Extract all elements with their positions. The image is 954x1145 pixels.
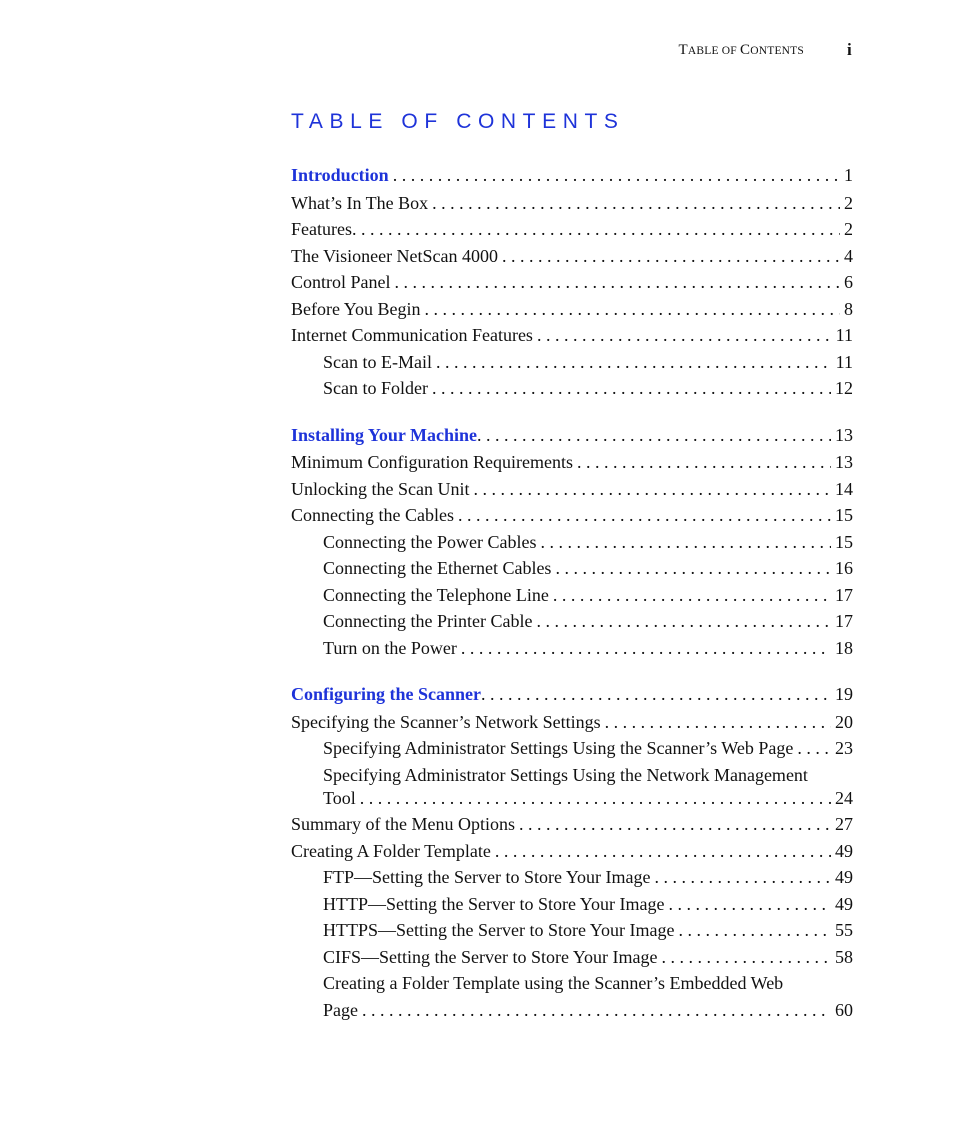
toc-entry-label: CIFS—Setting the Server to Store Your Image: [323, 947, 658, 967]
toc-entry-label: Minimum Configuration Requirements: [291, 452, 573, 472]
toc-entry-label: Control Panel: [291, 272, 391, 292]
toc-section-installing[interactable]: [291, 424, 853, 446]
toc-subentry[interactable]: [323, 557, 853, 579]
dot-leader: [536, 610, 831, 632]
dot-leader: [537, 324, 832, 346]
toc-section-configuring[interactable]: [291, 683, 853, 705]
dot-leader: [668, 893, 831, 915]
toc-entry-label: Introduction: [291, 165, 389, 185]
toc-page-number: 15: [835, 532, 853, 552]
toc-entry[interactable]: [291, 504, 853, 526]
dot-leader: [662, 946, 832, 968]
toc-entry-label: Specifying Administrator Settings Using the Scanner’s Web Page: [323, 738, 794, 758]
toc-entry-label: Specifying the Scanner’s Network Settings: [291, 712, 601, 732]
page-number: i: [847, 40, 852, 59]
toc-entry-label: Creating A Folder Template: [291, 841, 491, 861]
toc-entry-label: Connecting the Telephone Line: [323, 585, 549, 605]
toc-entry-label: Page: [323, 1000, 358, 1020]
running-head-text: ABLE OF: [687, 45, 740, 57]
toc-page-number: 19: [835, 684, 853, 704]
toc-page-number: 49: [835, 841, 853, 861]
dot-leader: [519, 813, 831, 835]
toc-entry-label: Features: [291, 219, 352, 239]
dot-leader: [555, 557, 831, 579]
toc-entry-label: Turn on the Power: [323, 638, 457, 658]
dot-leader: [432, 192, 840, 214]
toc-page-number: 14: [835, 479, 853, 499]
toc-page-number: 4: [844, 246, 853, 266]
toc-entry[interactable]: [291, 478, 853, 500]
toc-page-number: 16: [835, 558, 853, 578]
toc-page-number: 11: [835, 352, 853, 372]
toc-entry-label: Internet Communication Features: [291, 325, 533, 345]
dot-leader: [461, 637, 831, 659]
toc-entry-label: Tool: [323, 788, 356, 808]
toc-subentry[interactable]: [323, 351, 853, 373]
toc-page-number: 18: [835, 638, 853, 658]
toc-entry-label: What’s In The Box: [291, 193, 429, 213]
toc-entry-label: Scan to E-Mail: [323, 352, 432, 372]
dot-leader: [393, 164, 840, 186]
toc-page-number: 27: [835, 814, 853, 834]
toc-entry-label: FTP—Setting the Server to Store Your Image: [323, 867, 651, 887]
dot-leader: [473, 478, 831, 500]
toc-page-number: 8: [844, 299, 853, 319]
toc-page-number: 55: [835, 920, 853, 940]
toc-page-number: 13: [835, 452, 853, 472]
toc-subentry-line1[interactable]: Specifying Administrator Settings Using the Network Management: [323, 765, 808, 785]
dot-leader: [553, 584, 831, 606]
toc-entry-label: The Visioneer NetScan 4000: [291, 246, 499, 266]
toc-entry[interactable]: [291, 271, 853, 293]
toc-subentry[interactable]: [323, 946, 853, 968]
toc-subentry[interactable]: [323, 999, 853, 1021]
dot-leader: [360, 787, 831, 809]
dot-leader: [495, 840, 831, 862]
dot-leader: [654, 866, 831, 888]
toc-entry[interactable]: [291, 813, 853, 835]
toc-entry-label: HTTP—Setting the Server to Store Your Image: [323, 894, 665, 914]
toc-page-number: 13: [835, 425, 853, 445]
toc-entry-label: Installing Your Machine: [291, 425, 478, 445]
dot-leader: [678, 919, 831, 941]
toc-page-number: 20: [835, 712, 853, 732]
dot-leader: [432, 377, 831, 399]
toc-entry-label: Connecting the Ethernet Cables: [323, 558, 552, 578]
dot-leader: [477, 424, 831, 446]
toc-subentry[interactable]: [323, 787, 853, 809]
toc-page-number: 49: [835, 867, 853, 887]
page-title: TABLE OF CONTENTS: [291, 110, 625, 133]
toc-entry-label: Before You Begin: [291, 299, 421, 319]
toc-entry[interactable]: [291, 245, 853, 267]
toc-page-number: 2: [844, 219, 853, 239]
dot-leader: [362, 999, 831, 1021]
running-head-text: T: [678, 42, 688, 58]
dot-leader: [577, 451, 831, 473]
toc-entry-label: Connecting the Power Cables: [323, 532, 537, 552]
toc-entry[interactable]: [291, 218, 853, 240]
toc-entry-label: Configuring the Scanner: [291, 684, 482, 704]
toc-subentry[interactable]: [323, 893, 853, 915]
toc-section-introduction[interactable]: [291, 164, 853, 186]
toc-entry[interactable]: [291, 840, 853, 862]
toc-entry-label: Connecting the Printer Cable: [323, 611, 533, 631]
toc-entry[interactable]: [291, 324, 853, 346]
dot-leader: [540, 531, 831, 553]
toc-subentry[interactable]: [323, 637, 853, 659]
toc-subentry[interactable]: [323, 377, 853, 399]
toc-entry[interactable]: [291, 298, 853, 320]
toc-entry-label: Unlocking the Scan Unit: [291, 479, 470, 499]
toc-entry[interactable]: [291, 192, 853, 214]
toc-entry-label: Summary of the Menu Options: [291, 814, 515, 834]
toc-entry[interactable]: [291, 451, 853, 473]
toc-page-number: 60: [835, 1000, 853, 1020]
dot-leader: [352, 218, 840, 240]
toc-page-number: 58: [835, 947, 853, 967]
dot-leader: [502, 245, 840, 267]
toc-subentry[interactable]: [323, 737, 853, 759]
toc-subentry[interactable]: [323, 531, 853, 553]
toc-entry-label: Connecting the Cables: [291, 505, 454, 525]
toc-page-number: 1: [844, 165, 853, 185]
toc-subentry-line1[interactable]: Creating a Folder Template using the Scanner’s Embedded Web: [323, 973, 784, 993]
running-head: [679, 42, 804, 59]
toc-page-number: 2: [844, 193, 853, 213]
toc-page-number: 11: [835, 325, 853, 345]
running-head-text: ONTENTS: [750, 45, 804, 57]
dot-leader: [605, 711, 831, 733]
running-head-text: C: [739, 42, 751, 58]
dot-leader: [425, 298, 841, 320]
toc-page-number: 49: [835, 894, 853, 914]
toc-page-number: 15: [835, 505, 853, 525]
dot-leader: [436, 351, 832, 373]
toc-page-number: 12: [835, 378, 853, 398]
toc-page-number: 23: [835, 738, 853, 758]
toc-subentry[interactable]: [323, 584, 853, 606]
toc-subentry[interactable]: [323, 919, 853, 941]
toc-page-number: 17: [835, 585, 853, 605]
toc-page-number: 17: [835, 611, 853, 631]
dot-leader: [395, 271, 841, 293]
toc-subentry[interactable]: [323, 610, 853, 632]
toc-page-number: 24: [835, 788, 853, 808]
dot-leader: [481, 683, 831, 705]
toc-entry[interactable]: [291, 711, 853, 733]
toc-page-number: 6: [844, 272, 853, 292]
dot-leader: [797, 737, 831, 759]
toc-entry-label: Scan to Folder: [323, 378, 428, 398]
dot-leader: [458, 504, 831, 526]
toc-entry-label: HTTPS—Setting the Server to Store Your Image: [323, 920, 675, 940]
toc-subentry[interactable]: [323, 866, 853, 888]
